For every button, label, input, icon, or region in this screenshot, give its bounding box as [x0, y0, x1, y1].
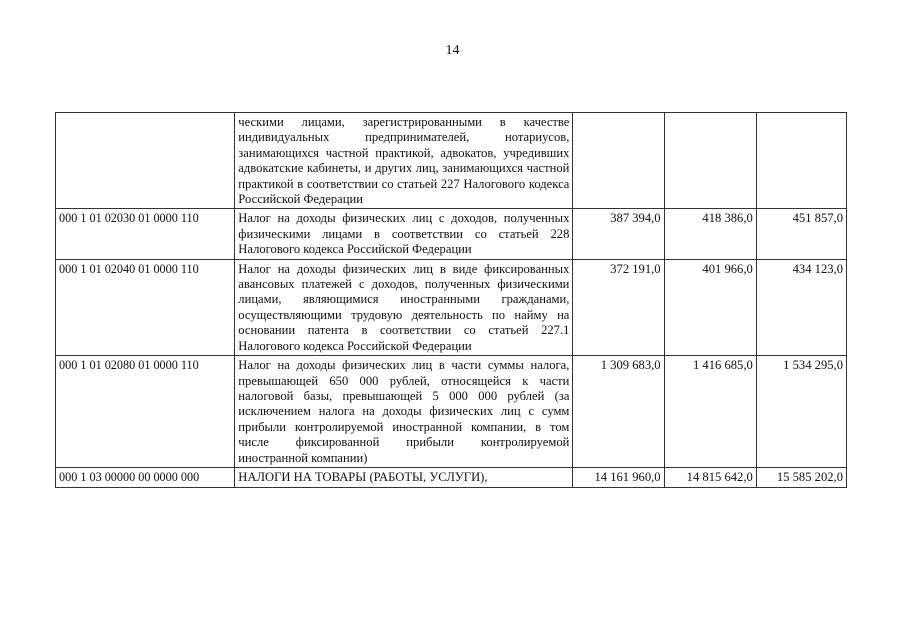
page-number: 14	[445, 43, 460, 58]
year3-amount-cell: 451 857,0	[756, 209, 846, 259]
year1-amount-cell	[573, 113, 664, 209]
budget-code-cell: 000 1 01 02040 01 0000 110	[56, 259, 235, 355]
year2-amount-cell: 1 416 685,0	[664, 356, 756, 468]
revenue-name-cell: ческими лицами, зарегистрированными в качестве индивидуальных предпринимателей, нотариусов, занимающихся частной практикой, адвокатов, учредивших адвокатские кабинеты, и других лиц, занимающихся частной практикой в соответствии со статьей 227 Налогового кодекса Российской Федерации	[235, 113, 573, 209]
revenue-name-cell: Налог на доходы физических лиц в виде фиксированных авансовых платежей с доходов, полученных физическими лицами, являющимися иностранными гражданами, осуществляющими трудовую деятельность по найму на основании патента в соответствии со статьей 227.1 Налогового кодекса Российской Федерации	[235, 259, 573, 355]
table-row	[56, 467, 847, 487]
budget-code-cell: 000 1 01 02080 01 0000 110	[56, 356, 235, 468]
year3-amount-cell: 15 585 202,0	[756, 467, 846, 487]
table-row	[56, 209, 847, 259]
table-row	[56, 259, 847, 355]
revenue-name-cell: Налог на доходы физических лиц в части суммы налога, превышающей 650 000 рублей, относящейся к части налоговой базы, превышающей 5 000 000 рублей (за исключением налога на доходы физических лиц с сумм прибыли контролируемой иностранной компании, в том числе фиксированной прибыли контролируемой иностранной компании)	[235, 356, 573, 468]
year3-amount-cell	[756, 113, 846, 209]
budget-revenue-table	[55, 112, 847, 488]
revenue-name-cell: Налог на доходы физических лиц с доходов, полученных физическими лицами в соответствии со статьей 228 Налогового кодекса Российской Федерации	[235, 209, 573, 259]
year2-amount-cell: 418 386,0	[664, 209, 756, 259]
table-row	[56, 356, 847, 468]
year2-amount-cell: 14 815 642,0	[664, 467, 756, 487]
revenue-name-cell: НАЛОГИ НА ТОВАРЫ (РАБОТЫ, УСЛУГИ),	[235, 467, 573, 487]
table-row	[56, 113, 847, 209]
budget-code-cell: 000 1 03 00000 00 0000 000	[56, 467, 235, 487]
budget-code-cell	[56, 113, 235, 209]
year1-amount-cell: 372 191,0	[573, 259, 664, 355]
year3-amount-cell: 434 123,0	[756, 259, 846, 355]
year2-amount-cell: 401 966,0	[664, 259, 756, 355]
year1-amount-cell: 1 309 683,0	[573, 356, 664, 468]
year2-amount-cell	[664, 113, 756, 209]
year1-amount-cell: 14 161 960,0	[573, 467, 664, 487]
year1-amount-cell: 387 394,0	[573, 209, 664, 259]
budget-code-cell: 000 1 01 02030 01 0000 110	[56, 209, 235, 259]
year3-amount-cell: 1 534 295,0	[756, 356, 846, 468]
